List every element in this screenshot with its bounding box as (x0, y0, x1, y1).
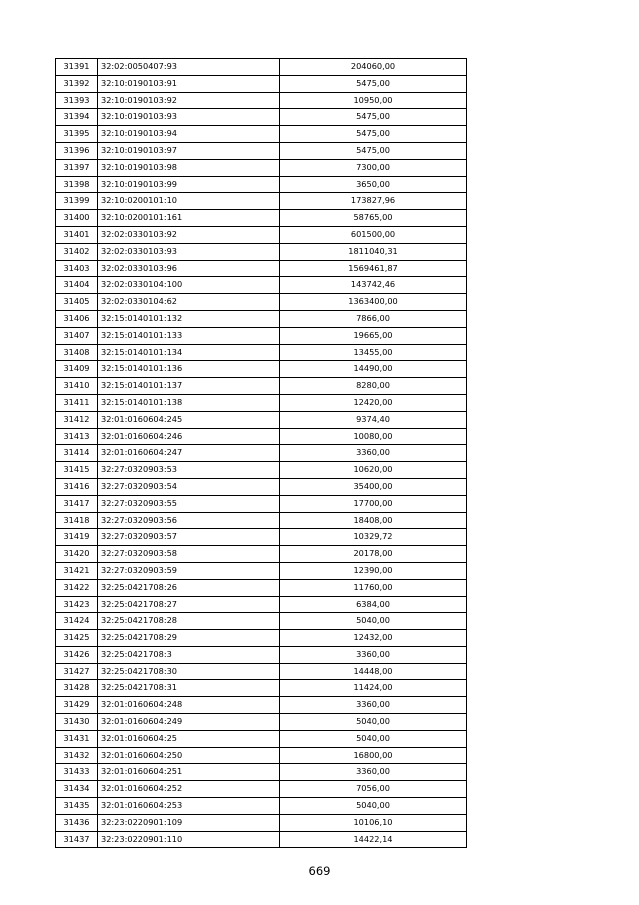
table-row (56, 562, 467, 579)
value-cell: 14448,00 (280, 663, 467, 680)
value-cell: 7866,00 (280, 310, 467, 327)
cadastral-number-cell: 32:01:0160604:252 (98, 781, 280, 798)
table-row (56, 747, 467, 764)
table-row (56, 663, 467, 680)
row-number-cell: 31423 (56, 596, 98, 613)
value-cell: 5475,00 (280, 126, 467, 143)
value-cell: 11424,00 (280, 680, 467, 697)
cadastral-number-cell: 32:01:0160604:25 (98, 730, 280, 747)
cadastral-number-cell: 32:25:0421708:31 (98, 680, 280, 697)
table-row (56, 378, 467, 395)
table-row (56, 327, 467, 344)
row-number-cell: 31399 (56, 193, 98, 210)
value-cell: 10080,00 (280, 428, 467, 445)
value-cell: 12390,00 (280, 562, 467, 579)
cadastral-number-cell: 32:23:0220901:110 (98, 831, 280, 848)
row-number-cell: 31430 (56, 714, 98, 731)
value-cell: 16800,00 (280, 747, 467, 764)
table-row (56, 764, 467, 781)
value-cell: 5040,00 (280, 730, 467, 747)
table-row (56, 730, 467, 747)
row-number-cell: 31429 (56, 697, 98, 714)
row-number-cell: 31398 (56, 176, 98, 193)
row-number-cell: 31400 (56, 210, 98, 227)
cadastral-number-cell: 32:27:0320903:55 (98, 495, 280, 512)
table-body (56, 59, 467, 848)
table-row (56, 428, 467, 445)
cadastral-number-cell: 32:25:0421708:3 (98, 646, 280, 663)
cadastral-number-cell: 32:02:0330104:62 (98, 294, 280, 311)
row-number-cell: 31391 (56, 59, 98, 76)
table-row (56, 260, 467, 277)
row-number-cell: 31411 (56, 394, 98, 411)
value-cell: 8280,00 (280, 378, 467, 395)
cadastral-number-cell: 32:10:0190103:99 (98, 176, 280, 193)
row-number-cell: 31426 (56, 646, 98, 663)
cadastral-number-cell: 32:10:0200101:161 (98, 210, 280, 227)
table-row (56, 142, 467, 159)
row-number-cell: 31420 (56, 546, 98, 563)
cadastral-number-cell: 32:25:0421708:29 (98, 630, 280, 647)
cadastral-number-cell: 32:25:0421708:26 (98, 579, 280, 596)
value-cell: 20178,00 (280, 546, 467, 563)
row-number-cell: 31417 (56, 495, 98, 512)
row-number-cell: 31427 (56, 663, 98, 680)
row-number-cell: 31392 (56, 75, 98, 92)
value-cell: 14422,14 (280, 831, 467, 848)
table-row (56, 512, 467, 529)
row-number-cell: 31414 (56, 445, 98, 462)
cadastral-number-cell: 32:10:0190103:98 (98, 159, 280, 176)
cadastral-number-cell: 32:01:0160604:249 (98, 714, 280, 731)
table-row (56, 445, 467, 462)
cadastral-number-cell: 32:10:0190103:94 (98, 126, 280, 143)
value-cell: 7056,00 (280, 781, 467, 798)
row-number-cell: 31433 (56, 764, 98, 781)
value-cell: 11760,00 (280, 579, 467, 596)
value-cell: 204060,00 (280, 59, 467, 76)
table-row (56, 714, 467, 731)
value-cell: 35400,00 (280, 478, 467, 495)
cadastral-number-cell: 32:25:0421708:27 (98, 596, 280, 613)
table-row (56, 596, 467, 613)
value-cell: 9374,40 (280, 411, 467, 428)
table-row (56, 109, 467, 126)
value-cell: 13455,00 (280, 344, 467, 361)
row-number-cell: 31436 (56, 814, 98, 831)
cadastral-number-cell: 32:02:0330103:93 (98, 243, 280, 260)
cadastral-number-cell: 32:27:0320903:56 (98, 512, 280, 529)
row-number-cell: 31403 (56, 260, 98, 277)
table-row (56, 243, 467, 260)
table-row (56, 294, 467, 311)
value-cell: 58765,00 (280, 210, 467, 227)
value-cell: 17700,00 (280, 495, 467, 512)
table-row (56, 75, 467, 92)
row-number-cell: 31422 (56, 579, 98, 596)
table-row (56, 277, 467, 294)
row-number-cell: 31428 (56, 680, 98, 697)
row-number-cell: 31419 (56, 529, 98, 546)
value-cell: 1363400,00 (280, 294, 467, 311)
cadastral-number-cell: 32:25:0421708:28 (98, 613, 280, 630)
cadastral-number-cell: 32:10:0190103:92 (98, 92, 280, 109)
table-row (56, 831, 467, 848)
table-row (56, 462, 467, 479)
table-row (56, 798, 467, 815)
table-row (56, 680, 467, 697)
value-cell: 3360,00 (280, 445, 467, 462)
table-row (56, 159, 467, 176)
row-number-cell: 31412 (56, 411, 98, 428)
cadastral-number-cell: 32:27:0320903:54 (98, 478, 280, 495)
value-cell: 10950,00 (280, 92, 467, 109)
value-cell: 14490,00 (280, 361, 467, 378)
row-number-cell: 31425 (56, 630, 98, 647)
cadastral-number-cell: 32:02:0330103:96 (98, 260, 280, 277)
row-number-cell: 31432 (56, 747, 98, 764)
cadastral-number-cell: 32:27:0320903:58 (98, 546, 280, 563)
cadastral-number-cell: 32:10:0190103:93 (98, 109, 280, 126)
value-cell: 10329,72 (280, 529, 467, 546)
table-row (56, 411, 467, 428)
cadastral-number-cell: 32:23:0220901:109 (98, 814, 280, 831)
row-number-cell: 31406 (56, 310, 98, 327)
row-number-cell: 31401 (56, 226, 98, 243)
table-row (56, 92, 467, 109)
cadastral-number-cell: 32:01:0160604:253 (98, 798, 280, 815)
cadastral-number-cell: 32:15:0140101:133 (98, 327, 280, 344)
row-number-cell: 31409 (56, 361, 98, 378)
page-number: 669 (308, 864, 331, 878)
table-row (56, 59, 467, 76)
value-cell: 3360,00 (280, 697, 467, 714)
cadastral-number-cell: 32:27:0320903:53 (98, 462, 280, 479)
row-number-cell: 31395 (56, 126, 98, 143)
value-cell: 601500,00 (280, 226, 467, 243)
row-number-cell: 31415 (56, 462, 98, 479)
cadastral-value-table (55, 58, 467, 848)
table-row (56, 529, 467, 546)
row-number-cell: 31407 (56, 327, 98, 344)
table-row (56, 495, 467, 512)
cadastral-number-cell: 32:15:0140101:134 (98, 344, 280, 361)
table-row (56, 697, 467, 714)
value-cell: 18408,00 (280, 512, 467, 529)
table-row (56, 579, 467, 596)
row-number-cell: 31416 (56, 478, 98, 495)
row-number-cell: 31402 (56, 243, 98, 260)
value-cell: 5040,00 (280, 798, 467, 815)
cadastral-number-cell: 32:02:0050407:93 (98, 59, 280, 76)
table-row (56, 176, 467, 193)
value-cell: 3360,00 (280, 646, 467, 663)
row-number-cell: 31413 (56, 428, 98, 445)
cadastral-number-cell: 32:01:0160604:251 (98, 764, 280, 781)
value-cell: 5040,00 (280, 714, 467, 731)
cadastral-number-cell: 32:27:0320903:59 (98, 562, 280, 579)
value-cell: 3650,00 (280, 176, 467, 193)
row-number-cell: 31394 (56, 109, 98, 126)
table-row (56, 613, 467, 630)
row-number-cell: 31405 (56, 294, 98, 311)
table-row (56, 226, 467, 243)
row-number-cell: 31424 (56, 613, 98, 630)
cadastral-number-cell: 32:15:0140101:132 (98, 310, 280, 327)
value-cell: 5040,00 (280, 613, 467, 630)
table-row (56, 210, 467, 227)
value-cell: 1569461,87 (280, 260, 467, 277)
table-row (56, 361, 467, 378)
cadastral-number-cell: 32:25:0421708:30 (98, 663, 280, 680)
cadastral-number-cell: 32:10:0200101:10 (98, 193, 280, 210)
value-cell: 5475,00 (280, 75, 467, 92)
table-row (56, 630, 467, 647)
row-number-cell: 31397 (56, 159, 98, 176)
table-row (56, 344, 467, 361)
cadastral-number-cell: 32:10:0190103:91 (98, 75, 280, 92)
cadastral-number-cell: 32:02:0330103:92 (98, 226, 280, 243)
value-cell: 19665,00 (280, 327, 467, 344)
value-cell: 5475,00 (280, 142, 467, 159)
value-cell: 10620,00 (280, 462, 467, 479)
row-number-cell: 31410 (56, 378, 98, 395)
cadastral-number-cell: 32:27:0320903:57 (98, 529, 280, 546)
value-cell: 6384,00 (280, 596, 467, 613)
table-row (56, 310, 467, 327)
cadastral-number-cell: 32:10:0190103:97 (98, 142, 280, 159)
value-cell: 12420,00 (280, 394, 467, 411)
value-cell: 143742,46 (280, 277, 467, 294)
value-cell: 3360,00 (280, 764, 467, 781)
row-number-cell: 31408 (56, 344, 98, 361)
row-number-cell: 31404 (56, 277, 98, 294)
cadastral-number-cell: 32:15:0140101:136 (98, 361, 280, 378)
row-number-cell: 31437 (56, 831, 98, 848)
value-cell: 173827,96 (280, 193, 467, 210)
table-row (56, 546, 467, 563)
table-row (56, 478, 467, 495)
table-row (56, 646, 467, 663)
value-cell: 5475,00 (280, 109, 467, 126)
value-cell: 7300,00 (280, 159, 467, 176)
cadastral-number-cell: 32:15:0140101:138 (98, 394, 280, 411)
value-cell: 10106,10 (280, 814, 467, 831)
table-row (56, 193, 467, 210)
value-cell: 1811040,31 (280, 243, 467, 260)
cadastral-number-cell: 32:15:0140101:137 (98, 378, 280, 395)
row-number-cell: 31435 (56, 798, 98, 815)
row-number-cell: 31431 (56, 730, 98, 747)
row-number-cell: 31396 (56, 142, 98, 159)
cadastral-number-cell: 32:01:0160604:247 (98, 445, 280, 462)
row-number-cell: 31393 (56, 92, 98, 109)
value-cell: 12432,00 (280, 630, 467, 647)
table-row (56, 394, 467, 411)
table-row (56, 126, 467, 143)
cadastral-number-cell: 32:02:0330104:100 (98, 277, 280, 294)
row-number-cell: 31434 (56, 781, 98, 798)
table-row (56, 781, 467, 798)
cadastral-number-cell: 32:01:0160604:248 (98, 697, 280, 714)
cadastral-number-cell: 32:01:0160604:250 (98, 747, 280, 764)
row-number-cell: 31418 (56, 512, 98, 529)
table-row (56, 814, 467, 831)
row-number-cell: 31421 (56, 562, 98, 579)
cadastral-number-cell: 32:01:0160604:245 (98, 411, 280, 428)
cadastral-number-cell: 32:01:0160604:246 (98, 428, 280, 445)
